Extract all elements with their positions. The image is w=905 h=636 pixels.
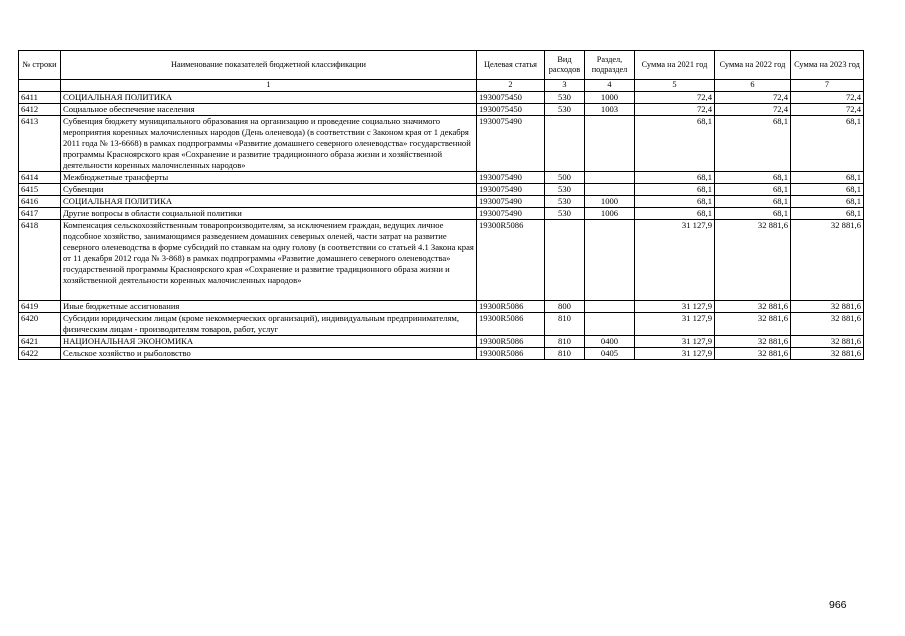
section-code: 1000 [585,91,635,103]
page-number: 966 [829,599,847,611]
sum-2022: 68,1 [715,183,791,195]
indicator-name: Субвенция бюджету муниципального образования на организацию и проведение социально значимого мероприятия коренных малочисленных народов (День оленевода) (в соответствии с Законом края от 1 декабря 2011 года № 13-6668) в рамках подпрограммы «Развитие домашнего северного оленеводства» государственной программы Красноярского края «Сохранение и развитие традиционного образа жизни и хозяйственной деятельности коренных малочисленных народов» [61,115,477,171]
row-number: 6422 [19,347,61,359]
table-row [19,312,864,335]
table-row [19,171,864,183]
column-number: 1 [61,80,477,92]
target-article: 1930075490 [477,171,545,183]
sum-2021: 68,1 [635,195,715,207]
table-row [19,195,864,207]
sum-2022: 72,4 [715,91,791,103]
expense-type: 800 [545,300,585,312]
sum-2023: 68,1 [791,207,864,219]
sum-2021: 31 127,9 [635,312,715,335]
column-number-row [19,80,864,92]
target-article: 1930075490 [477,115,545,171]
expense-type [545,115,585,171]
row-number: 6419 [19,300,61,312]
section-code [585,300,635,312]
target-article: 19300R5086 [477,300,545,312]
sum-2021: 68,1 [635,115,715,171]
sum-2023: 32 881,6 [791,347,864,359]
section-code: 1006 [585,207,635,219]
section-code [585,115,635,171]
indicator-name: Сельское хозяйство и рыболовство [61,347,477,359]
column-number: 6 [715,80,791,92]
indicator-name: Иные бюджетные ассигнования [61,300,477,312]
section-code: 0405 [585,347,635,359]
sum-2023: 68,1 [791,115,864,171]
section-code: 1003 [585,103,635,115]
table-row [19,183,864,195]
table-row [19,115,864,171]
expense-type: 530 [545,183,585,195]
indicator-name: Субвенции [61,183,477,195]
sum-2023: 32 881,6 [791,300,864,312]
table-row [19,347,864,359]
row-number: 6412 [19,103,61,115]
sum-2022: 68,1 [715,195,791,207]
section-code [585,171,635,183]
header-target-article: Целевая статья [477,51,545,80]
sum-2021: 68,1 [635,171,715,183]
target-article: 1930075490 [477,207,545,219]
header-section: Раздел, подраздел [585,51,635,80]
header-row-number: № строки [19,51,61,80]
header-sum-2021: Сумма на 2021 год [635,51,715,80]
sum-2022: 32 881,6 [715,335,791,347]
table-row [19,335,864,347]
table-header-row [19,51,864,80]
indicator-name: СОЦИАЛЬНАЯ ПОЛИТИКА [61,91,477,103]
row-number: 6414 [19,171,61,183]
sum-2023: 68,1 [791,195,864,207]
sum-2022: 68,1 [715,115,791,171]
row-number: 6418 [19,219,61,300]
expense-type: 530 [545,103,585,115]
budget-table [18,50,864,360]
column-number: 5 [635,80,715,92]
row-number: 6415 [19,183,61,195]
target-article: 1930075450 [477,91,545,103]
target-article: 1930075490 [477,195,545,207]
table-row [19,219,864,300]
sum-2021: 68,1 [635,207,715,219]
sum-2021: 72,4 [635,91,715,103]
section-code [585,183,635,195]
sum-2022: 32 881,6 [715,300,791,312]
target-article: 1930075490 [477,183,545,195]
header-sum-2023: Сумма на 2023 год [791,51,864,80]
row-number: 6416 [19,195,61,207]
table-row [19,91,864,103]
sum-2022: 72,4 [715,103,791,115]
table-row [19,103,864,115]
target-article: 19300R5086 [477,335,545,347]
sum-2022: 32 881,6 [715,312,791,335]
section-code: 0400 [585,335,635,347]
sum-2023: 32 881,6 [791,335,864,347]
expense-type [545,219,585,300]
header-sum-2022: Сумма на 2022 год [715,51,791,80]
expense-type: 530 [545,207,585,219]
column-number-empty [19,80,61,92]
indicator-name: СОЦИАЛЬНАЯ ПОЛИТИКА [61,195,477,207]
row-number: 6411 [19,91,61,103]
sum-2022: 32 881,6 [715,219,791,300]
sum-2021: 72,4 [635,103,715,115]
target-article: 19300R5086 [477,347,545,359]
indicator-name: Социальное обеспечение населения [61,103,477,115]
expense-type: 530 [545,195,585,207]
row-number: 6413 [19,115,61,171]
sum-2021: 31 127,9 [635,219,715,300]
row-number: 6421 [19,335,61,347]
indicator-name: Субсидии юридическим лицам (кроме некоммерческих организаций), индивидуальным предпринимателям, физическим лицам - производителям товаров, работ, услуг [61,312,477,335]
column-number: 2 [477,80,545,92]
indicator-name: Другие вопросы в области социальной политики [61,207,477,219]
sum-2021: 31 127,9 [635,335,715,347]
table-row [19,207,864,219]
row-number: 6417 [19,207,61,219]
sum-2023: 32 881,6 [791,219,864,300]
sum-2022: 68,1 [715,171,791,183]
expense-type: 810 [545,335,585,347]
section-code: 1000 [585,195,635,207]
expense-type: 810 [545,347,585,359]
indicator-name: Межбюджетные трансферты [61,171,477,183]
expense-type: 530 [545,91,585,103]
sum-2022: 68,1 [715,207,791,219]
expense-type: 810 [545,312,585,335]
sum-2023: 68,1 [791,171,864,183]
column-number: 3 [545,80,585,92]
sum-2023: 72,4 [791,103,864,115]
column-number: 7 [791,80,864,92]
sum-2021: 68,1 [635,183,715,195]
target-article: 19300R5086 [477,312,545,335]
section-code [585,312,635,335]
expense-type: 500 [545,171,585,183]
indicator-name: НАЦИОНАЛЬНАЯ ЭКОНОМИКА [61,335,477,347]
sum-2021: 31 127,9 [635,300,715,312]
table-row [19,300,864,312]
sum-2023: 32 881,6 [791,312,864,335]
sum-2021: 31 127,9 [635,347,715,359]
row-number: 6420 [19,312,61,335]
header-indicator-name: Наименование показателей бюджетной классификации [61,51,477,80]
sum-2022: 32 881,6 [715,347,791,359]
sum-2023: 68,1 [791,183,864,195]
target-article: 19300R5086 [477,219,545,300]
indicator-name: Компенсация сельскохозяйственным товаропроизводителям, за исключением граждан, ведущих личное подсобное хозяйство, занимающимся разведением домашних северных оленей, части затрат на развитие северного оленеводства в форме субсидий по ставкам на одну голову (в соответствии со статьей 4.1 Закона края от 11 декабря 2012 года № 3-868) в рамках подпрограммы «Развитие домашнего северного оленеводства» государственной программы Красноярского края «Сохранение и развитие традиционного образа жизни и хозяйственной деятельности коренных малочисленных народов» [61,219,477,300]
sum-2023: 72,4 [791,91,864,103]
column-number: 4 [585,80,635,92]
header-expense-type: Вид расходов [545,51,585,80]
target-article: 1930075450 [477,103,545,115]
section-code [585,219,635,300]
